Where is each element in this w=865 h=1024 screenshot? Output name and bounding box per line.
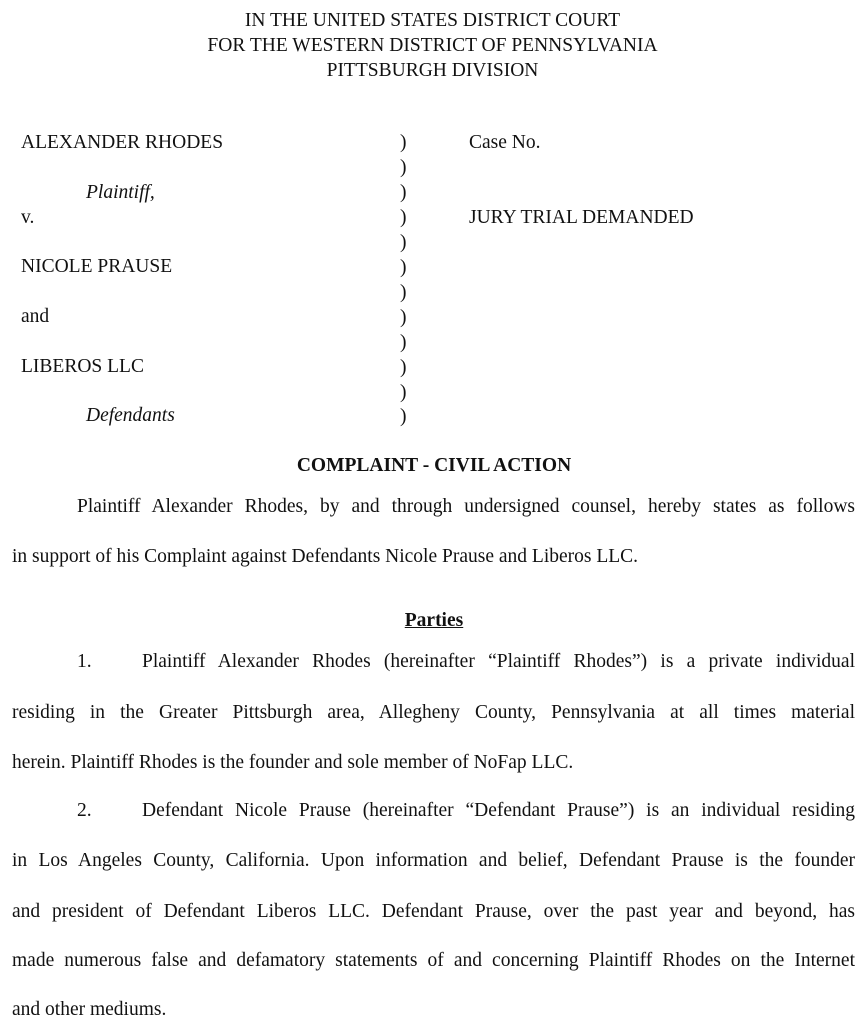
paragraph-text: Defendant Nicole Prause (hereinafter “Defendant Prause”) is an individual residing <box>142 800 855 821</box>
intro-text: Plaintiff Alexander Rhodes, by and through undersigned counsel, hereby states as follows <box>77 496 855 517</box>
intro-line-2: in support of his Complaint against Defendants Nicole Prause and Liberos LLC. <box>12 546 639 567</box>
caption-paren: ) <box>400 357 407 378</box>
plaintiff-name: ALEXANDER RHODES <box>21 132 224 153</box>
court-heading-line-2: FOR THE WESTERN DISTRICT OF PENNSYLVANIA <box>207 35 658 56</box>
section-heading <box>0 611 865 631</box>
section-heading-text: Parties <box>404 610 464 631</box>
versus: v. <box>21 207 35 228</box>
paragraph-2-line-3: and president of Defendant Liberos LLC. Defendant Prause, over the past year and beyond, has <box>12 901 855 922</box>
paragraph-number: 1. <box>77 651 92 672</box>
and-label: and <box>21 306 50 327</box>
caption-paren: ) <box>400 307 407 328</box>
caption-paren: ) <box>400 382 407 403</box>
caption-paren: ) <box>400 182 407 203</box>
defendant-role: Defendants <box>86 405 175 426</box>
paragraph-text: Plaintiff Alexander Rhodes (hereinafter “Plaintiff Rhodes”) is a private individual <box>142 651 855 672</box>
caption-paren: ) <box>400 406 407 427</box>
caption-paren: ) <box>400 207 407 228</box>
document-title: COMPLAINT - CIVIL ACTION <box>296 455 572 476</box>
caption-paren: ) <box>400 132 407 153</box>
caption-paren: ) <box>400 332 407 353</box>
caption-paren: ) <box>400 282 407 303</box>
caption-paren: ) <box>400 157 407 178</box>
plaintiff-role: Plaintiff, <box>86 182 155 203</box>
paragraph-1-line-1 <box>12 652 855 672</box>
paragraph-2-line-5: and other mediums. <box>12 999 167 1020</box>
case-number-label: Case No. <box>469 132 541 153</box>
court-heading-line-3: PITTSBURGH DIVISION <box>326 60 539 81</box>
paragraph-1-line-3: herein. Plaintiff Rhodes is the founder and sole member of NoFap LLC. <box>12 752 574 773</box>
caption-paren: ) <box>400 232 407 253</box>
court-heading-line-1: IN THE UNITED STATES DISTRICT COURT <box>244 10 621 31</box>
paragraph-2-line-4: made numerous false and defamatory statements of and concerning Plaintiff Rhodes on the Internet <box>12 950 855 971</box>
paragraph-1-line-2: residing in the Greater Pittsburgh area, Allegheny County, Pennsylvania at all times material <box>12 702 855 723</box>
caption-paren: ) <box>400 257 407 278</box>
defendant-2-name: LIBEROS LLC <box>21 356 144 377</box>
intro-line-1 <box>12 497 855 517</box>
paragraph-2-line-1 <box>12 801 855 821</box>
paragraph-2-line-2: in Los Angeles County, California. Upon information and belief, Defendant Prause is the founder <box>12 850 855 871</box>
paragraph-number: 2. <box>77 800 92 821</box>
jury-trial-demand: JURY TRIAL DEMANDED <box>469 207 694 228</box>
defendant-1-name: NICOLE PRAUSE <box>21 256 173 277</box>
